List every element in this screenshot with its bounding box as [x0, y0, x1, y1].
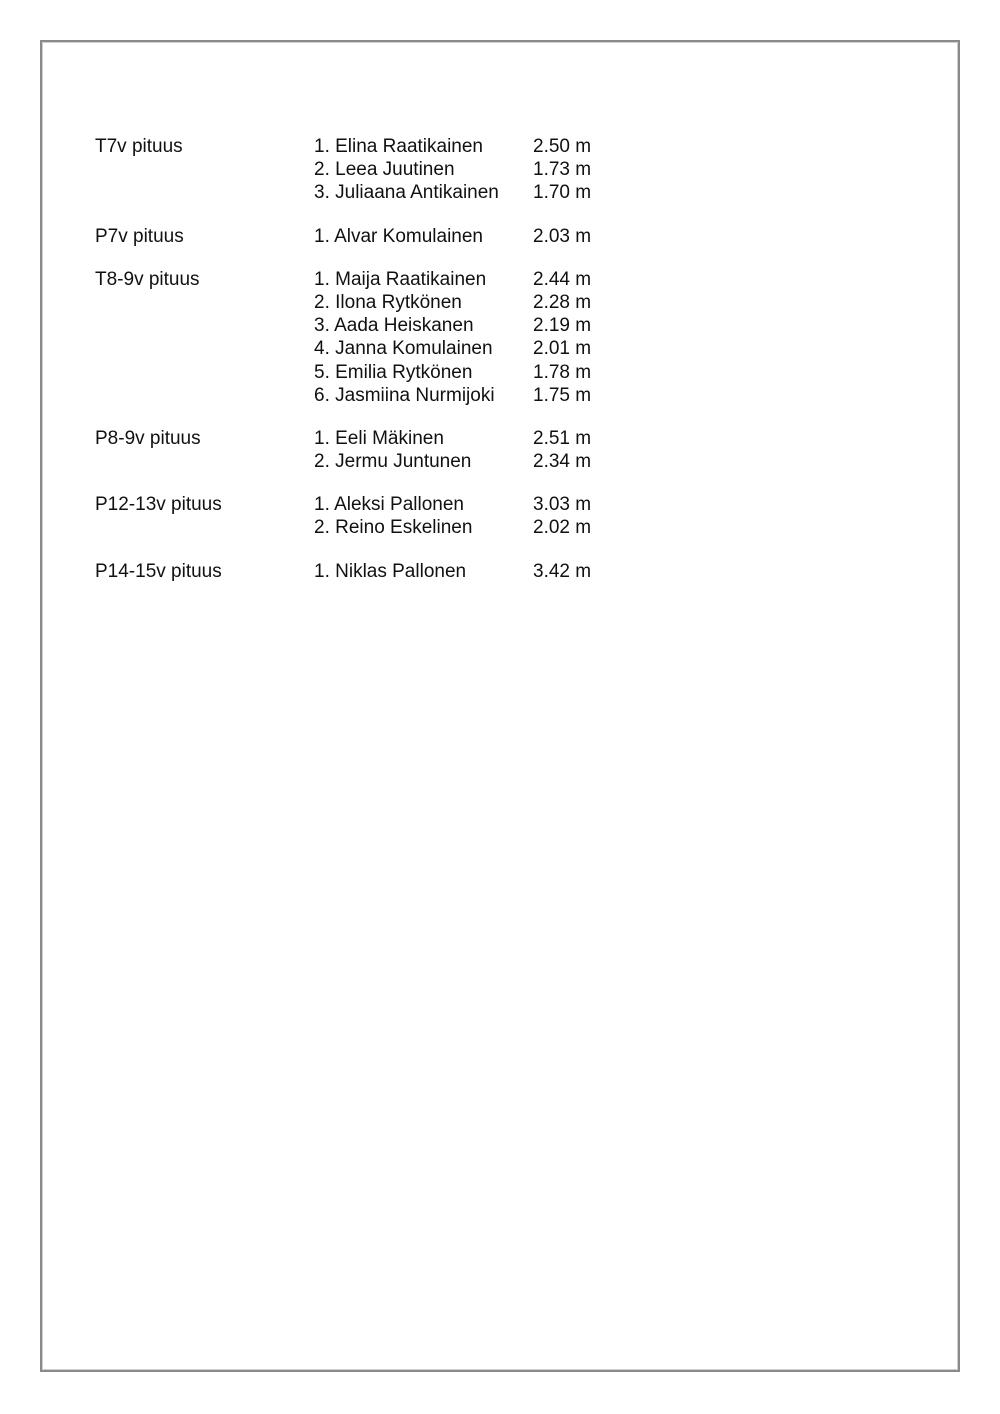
event-group: [95, 135, 695, 205]
event-name: P12-13v pituus: [95, 494, 222, 516]
result-mark: 2.34 m: [533, 451, 592, 473]
event-name: T8-9v pituus: [95, 268, 200, 290]
athlete-name: 1. Niklas Pallonen: [314, 560, 467, 582]
result-row: [95, 158, 695, 181]
athlete-name: 1. Maija Raatikainen: [314, 268, 487, 290]
athlete-name: 3. Aada Heiskanen: [314, 315, 474, 337]
result-mark: 1.70 m: [533, 182, 592, 204]
athlete-name: 4. Janna Komulainen: [314, 338, 493, 360]
result-row: [95, 268, 695, 291]
result-mark: 2.02 m: [533, 517, 592, 539]
result-row: [95, 314, 695, 337]
result-mark: 1.78 m: [533, 361, 592, 383]
result-mark: 1.75 m: [533, 384, 592, 406]
event-group: [95, 427, 695, 473]
athlete-name: 5. Emilia Rytkönen: [314, 361, 473, 383]
event-group: [95, 493, 695, 539]
result-mark: 2.01 m: [533, 338, 592, 360]
result-row: [95, 225, 695, 248]
athlete-name: 1. Alvar Komulainen: [314, 225, 483, 247]
result-row: [95, 181, 695, 204]
athlete-name: 6. Jasmiina Nurmijoki: [314, 384, 495, 406]
result-row: [95, 337, 695, 360]
athlete-name: 3. Juliaana Antikainen: [314, 182, 499, 204]
result-row: [95, 493, 695, 516]
result-row: [95, 361, 695, 384]
result-row: [95, 384, 695, 407]
result-mark: 3.42 m: [533, 560, 592, 582]
result-row: [95, 560, 695, 583]
result-mark: 2.03 m: [533, 225, 592, 247]
athlete-name: 1. Elina Raatikainen: [314, 136, 483, 157]
event-name: T7v pituus: [95, 136, 183, 157]
event-name: P14-15v pituus: [95, 560, 222, 582]
result-row: [95, 135, 695, 158]
result-row: [95, 516, 695, 539]
result-row: [95, 450, 695, 473]
event-name: P7v pituus: [95, 225, 184, 247]
result-mark: 3.03 m: [533, 494, 592, 516]
result-mark: 2.19 m: [533, 315, 592, 337]
result-mark: 2.51 m: [533, 427, 592, 449]
result-mark: 2.50 m: [533, 136, 592, 157]
result-mark: 2.28 m: [533, 291, 592, 313]
athlete-name: 2. Jermu Juntunen: [314, 451, 472, 473]
athlete-name: 2. Ilona Rytkönen: [314, 291, 462, 313]
result-mark: 2.44 m: [533, 268, 592, 290]
event-group: [95, 225, 695, 248]
athlete-name: 2. Leea Juutinen: [314, 159, 455, 181]
athlete-name: 2. Reino Eskelinen: [314, 517, 473, 539]
result-row: [95, 427, 695, 450]
results-list: [95, 135, 695, 603]
athlete-name: 1. Aleksi Pallonen: [314, 494, 464, 516]
athlete-name: 1. Eeli Mäkinen: [314, 427, 444, 449]
event-group: [95, 560, 695, 583]
event-name: P8-9v pituus: [95, 427, 201, 449]
result-row: [95, 291, 695, 314]
event-group: [95, 268, 695, 407]
result-mark: 1.73 m: [533, 159, 592, 181]
